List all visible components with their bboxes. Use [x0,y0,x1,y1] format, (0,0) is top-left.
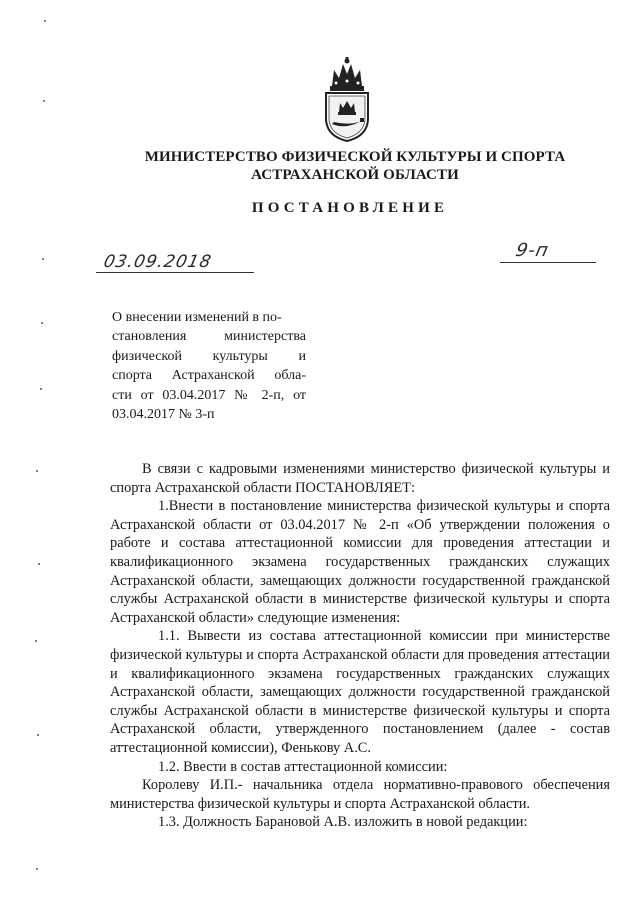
body-paragraph-item-1-3: 1.3. Должность Барановой А.В. изложить в новой редакции: [158,814,528,831]
body-paragraph-preamble: В связи с кадровыми изменениями министерство физической культуры и спорта Астраханской области ПОСТАНОВЛЯЕТ: [110,461,610,496]
number-underline [500,262,596,263]
subject-line: спорта Астраханской обла- [112,368,306,384]
date-underline [96,272,254,273]
body-paragraph-item-1-1: 1.1. Вывести из состава аттестационной комиссии при министерстве физической культуры и спорта Астраханской области для проведения аттестации и квалификационного экзамена государственных гражданских служащих Астраханской области, замещающих должности государственной гражданской службы Астраханской области в министерстве физической культуры и спорта Астраханской области, утвержденного постановлением (далее - состав аттестационной комиссии), Фенькову А.С. [110,628,610,756]
scan-speck [35,640,37,642]
document-number-value: 9-п [513,240,551,261]
subject-line: 03.04.2017 № 3-п [112,407,215,423]
body-paragraph-item-1: 1.Внести в постановление министерства физической культуры и спорта Астраханской области от 03.04.2017 № 2-п «Об утверждении положения о работе и состава аттестационной комиссии для проведения аттестации и квалификационного экзамена государственных гражданских служащих Астраханской области, замещающих должности государственной гражданской службы Астраханской области в министерстве физической культуры и спорта Астраханской области» следующие изменения: [110,498,610,626]
scan-speck [36,868,38,870]
scan-speck [44,20,46,22]
subject-line: сти от 03.04.2017 № 2-п, от [112,387,306,403]
scan-speck [43,100,45,102]
document-number [500,240,596,266]
ministry-name [100,148,610,184]
coat-of-arms-emblem [318,56,376,142]
document-subject [112,308,306,424]
document-date [96,252,256,274]
subject-line: становления министерства [112,329,306,345]
scan-speck [37,734,39,736]
body-paragraph-item-1-2: 1.2. Ввести в состав аттестационной комиссии: [158,758,448,775]
ministry-name-line1: МИНИСТЕРСТВО ФИЗИЧЕСКОЙ КУЛЬТУРЫ И СПОРТА [144,149,566,165]
scan-speck [42,258,44,260]
scan-speck [36,470,38,472]
scan-speck [38,563,40,565]
document-type-title: ПОСТАНОВЛЕНИЕ [251,200,449,216]
document-date-value: 03.09.2018 [101,252,214,272]
scan-speck [40,388,42,390]
ministry-name-line2: АСТРАХАНСКОЙ ОБЛАСТИ [251,167,459,183]
scan-speck [41,322,43,324]
subject-line: физической культуры и [112,348,306,364]
subject-line: О внесении изменений в по- [112,310,282,325]
document-body [110,460,610,832]
body-paragraph-appointee: Королеву И.П.- начальника отдела нормативно-правового обеспечения министерства физической культуры и спорта Астраханской области. [110,777,610,812]
